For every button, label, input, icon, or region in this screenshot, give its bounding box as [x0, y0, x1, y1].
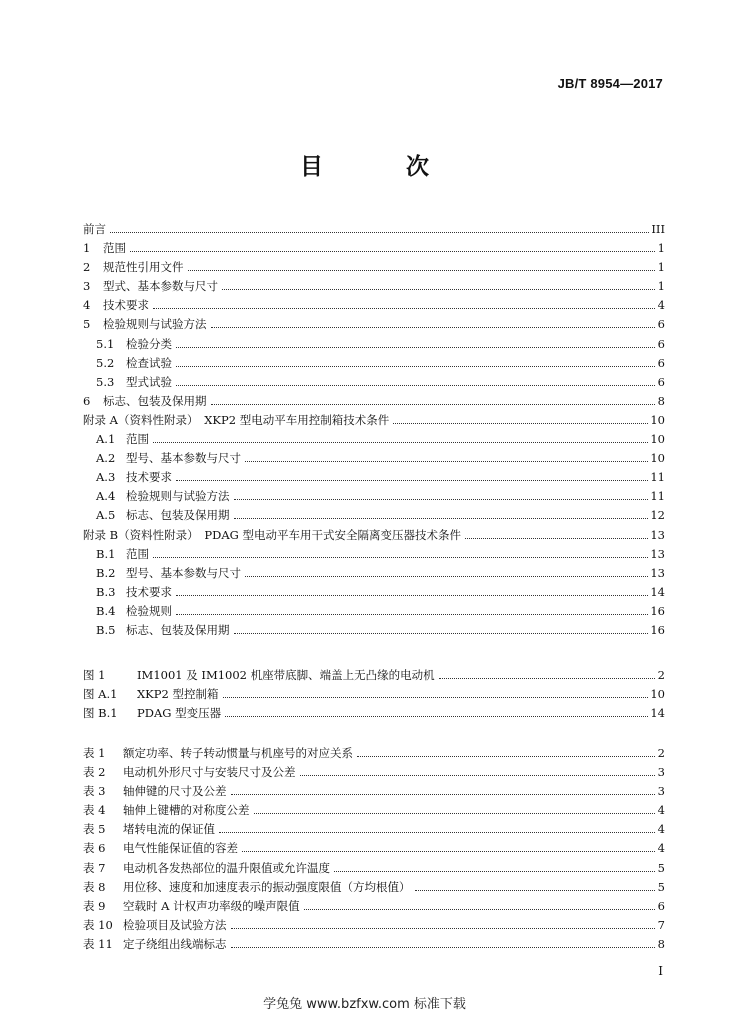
toc-entry-number: 5.3: [96, 374, 115, 389]
toc-leader-dots: [245, 557, 648, 577]
toc-entry-number: 图 1: [83, 668, 106, 682]
toc-entry-page: 11: [650, 470, 665, 485]
toc-entry-label: 检验规则与试验方法: [103, 317, 207, 332]
toc-entry-label: 前言: [83, 222, 106, 236]
toc-leader-dots: [211, 308, 656, 328]
toc-entry-label: 轴伸键的尺寸及公差: [123, 784, 227, 799]
toc-entry[interactable]: [83, 557, 665, 580]
toc-entry[interactable]: [83, 538, 665, 561]
toc-entry-label: 检查试验: [126, 355, 172, 370]
toc-entry-number: 表 8: [83, 879, 106, 894]
toc-entry-page: 5: [657, 879, 665, 894]
toc-entry-number: 5.2: [96, 355, 115, 370]
toc-entry-label: 范围: [126, 546, 149, 561]
toc-entry-number: 表 3: [83, 784, 106, 799]
toc-entry-page: 16: [650, 622, 665, 637]
toc-entry-number: 5: [83, 317, 91, 332]
toc-entry-number: B.2: [96, 565, 116, 580]
toc-entry-label: 轴伸上键槽的对称度公差: [123, 803, 250, 818]
toc-leader-dots: [465, 519, 648, 539]
toc-leader-dots: [334, 852, 655, 872]
toc-entry-page: 8: [657, 393, 665, 408]
toc-entry-page: 1: [657, 241, 665, 256]
toc-leader-dots: [176, 347, 655, 367]
toc-entry-label: 标志、包装及保用期: [126, 622, 230, 637]
toc-leader-dots: [110, 213, 649, 233]
toc-leader-dots: [439, 659, 655, 679]
toc-entry-page: 7: [657, 917, 665, 932]
toc-entry-page: 4: [657, 822, 665, 837]
toc-entry-number: A.1: [96, 432, 116, 447]
toc-entry-label: 型号、基本参数与尺寸: [126, 451, 241, 466]
toc-entry-number: 表 7: [83, 860, 106, 875]
toc-entry-label: 电动机各发热部位的温升限值或允许温度: [123, 860, 330, 875]
toc-leader-dots: [300, 756, 656, 776]
toc-entry-number: A.3: [96, 470, 116, 485]
toc-entry-page: 2: [657, 746, 665, 760]
toc-entry-page: 14: [650, 584, 665, 599]
toc-entry-label: 电动机外形尺寸与安装尺寸及公差: [123, 765, 296, 780]
toc-leader-dots: [153, 538, 648, 558]
toc-entry-page: 16: [650, 603, 665, 618]
toc-leader-dots: [234, 499, 649, 519]
toc-entry-label: 附录 A（资料性附录） XKP2 型电动平车用控制箱技术条件: [83, 412, 390, 427]
toc-leader-dots: [393, 404, 648, 424]
toc-entry-number: 表 5: [83, 822, 106, 837]
toc-entry-label: 检验规则: [126, 603, 172, 618]
toc-table-list: [83, 737, 665, 951]
toc-leader-dots: [176, 366, 655, 386]
toc-entry-label: 堵转电流的保证值: [123, 822, 215, 837]
toc-entry-page: 1: [657, 279, 665, 294]
toc-entry-label: 范围: [103, 241, 126, 256]
toc-entry-number: 表 6: [83, 841, 106, 856]
toc-entry-label: 范围: [126, 432, 149, 447]
toc-entry-page: 6: [657, 355, 665, 370]
toc-entry-label: 规范性引用文件: [103, 260, 184, 275]
toc-entry-page: 10: [650, 687, 665, 702]
toc-leader-dots: [176, 576, 648, 596]
toc-entry-page: 1: [657, 260, 665, 275]
toc-entry-page: 6: [657, 898, 665, 913]
footer-watermark: 学兔兔 www.bzfxw.com 标准下载: [263, 997, 466, 1012]
toc-leader-dots: [357, 737, 655, 757]
toc-entry[interactable]: [83, 289, 665, 313]
toc-entry-label: 电气性能保证值的容差: [123, 841, 238, 856]
toc-entry[interactable]: [83, 213, 665, 236]
toc-entry-number: 表 10: [83, 917, 113, 932]
toc-entry-page: 3: [657, 765, 665, 780]
toc-entry-page: 4: [657, 841, 665, 856]
toc-entry-number: 图 B.1: [83, 706, 118, 721]
toc-entry-number: B.5: [96, 622, 116, 637]
toc-leader-dots: [188, 251, 656, 271]
page-title: 目 次: [300, 154, 459, 180]
toc-leader-dots: [234, 480, 649, 500]
toc-entry-page: 13: [650, 527, 665, 542]
toc-entry-number: 6: [83, 393, 91, 408]
toc-entry-page: 4: [657, 803, 665, 818]
toc-entry-label: 型式试验: [126, 374, 172, 389]
toc-entry[interactable]: [83, 308, 665, 332]
toc-entry-number: 表 4: [83, 803, 106, 818]
toc-entry[interactable]: [83, 423, 665, 447]
toc-leader-dots: [231, 909, 656, 929]
toc-entry-page: 3: [657, 784, 665, 799]
toc-entry[interactable]: [83, 251, 665, 275]
toc-entry-page: 5: [657, 860, 665, 875]
toc-entry-page: 6: [657, 317, 665, 332]
toc-leader-dots: [254, 794, 656, 814]
toc-entry-number: 5.1: [96, 336, 115, 351]
toc-entry-page: 10: [650, 432, 665, 447]
toc-entry-page: 12: [650, 508, 665, 523]
toc-entry-page: 11: [650, 489, 665, 504]
toc-entry-label: 标志、包装及保用期: [126, 508, 230, 523]
toc-entry-label: 定子绕组出线端标志: [123, 936, 227, 951]
toc-entry-page: 13: [650, 565, 665, 580]
toc-leader-dots: [176, 328, 655, 348]
toc-leader-dots: [242, 832, 655, 852]
toc-entry-page: 10: [650, 451, 665, 466]
toc-figure-list: [83, 659, 665, 721]
standard-code: JB/T 8954—2017: [557, 76, 663, 91]
toc-entry-label: 技术要求: [103, 298, 149, 313]
toc-entry-number: B.4: [96, 603, 116, 618]
toc-entry-label: PDAG 型变压器: [137, 706, 222, 721]
toc-leader-dots: [231, 928, 656, 948]
toc-entry-label: 附录 B（资料性附录） PDAG 型电动平车用干式安全隔离变压器技术条件: [83, 527, 461, 542]
toc-leader-dots: [211, 385, 656, 405]
toc-entry-number: 表 11: [83, 936, 113, 951]
toc-entry-label: 型号、基本参数与尺寸: [126, 565, 241, 580]
toc-entry-label: 技术要求: [126, 584, 172, 599]
toc-entry-page: 2: [657, 668, 665, 682]
toc-entry-number: 表 2: [83, 765, 106, 780]
toc-leader-dots: [415, 871, 656, 891]
toc-leader-dots: [225, 697, 648, 717]
toc-entry-number: 图 A.1: [83, 687, 118, 702]
toc-entry[interactable]: [83, 737, 665, 760]
toc-leader-dots: [176, 461, 648, 481]
toc-leader-dots: [219, 813, 655, 833]
toc-entry-number: B.1: [96, 546, 116, 561]
toc-entry-page: 6: [657, 374, 665, 389]
toc-entry-number: 2: [83, 260, 91, 275]
toc-entry-number: A.2: [96, 451, 116, 466]
toc-entry[interactable]: [83, 442, 665, 466]
toc-entry-label: 检验规则与试验方法: [126, 489, 230, 504]
toc-leader-dots: [245, 442, 648, 462]
toc-entry-label: 型式、基本参数与尺寸: [103, 279, 218, 294]
toc-entry-label: 检验分类: [126, 336, 172, 351]
toc-entry-label: IM1001 及 IM1002 机座带底脚、端盖上无凸缘的电动机: [137, 668, 435, 682]
toc-entry-label: XKP2 型控制箱: [137, 687, 219, 702]
toc-entry-page: III: [651, 222, 665, 236]
toc-leader-dots: [223, 678, 649, 698]
toc-entry-page: 14: [650, 706, 665, 721]
toc-entry-page: 4: [657, 298, 665, 313]
toc-entry[interactable]: [83, 659, 665, 682]
toc-entry-number: A.4: [96, 489, 116, 504]
toc-entry-label: 额定功率、转子转动惯量与机座号的对应关系: [123, 746, 353, 760]
toc-entry-label: 用位移、速度和加速度表示的振动强度限值（方均根值）: [123, 879, 411, 894]
toc-main-list: [83, 213, 665, 637]
page-number: I: [658, 964, 663, 978]
toc-entry-page: 6: [657, 336, 665, 351]
toc-leader-dots: [153, 289, 655, 309]
toc-entry[interactable]: [83, 232, 665, 256]
toc-entry-label: 标志、包装及保用期: [103, 393, 207, 408]
toc-entry-page: 10: [650, 412, 665, 427]
toc-entry-number: 4: [83, 298, 91, 313]
toc-leader-dots: [231, 775, 656, 795]
toc-entry-page: 13: [650, 546, 665, 561]
toc-entry-page: 8: [657, 936, 665, 951]
toc-leader-dots: [130, 232, 655, 252]
toc-entry-label: 技术要求: [126, 470, 172, 485]
toc-leader-dots: [176, 595, 648, 615]
toc-leader-dots: [222, 270, 655, 290]
toc-entry-label: 检验项目及试验方法: [123, 917, 227, 932]
toc-entry-number: 表 1: [83, 746, 106, 760]
toc-leader-dots: [304, 890, 655, 910]
toc-entry-label: 空载时 A 计权声功率级的噪声限值: [123, 898, 300, 913]
toc-entry-number: 表 9: [83, 898, 106, 913]
toc-entry-number: B.3: [96, 584, 116, 599]
toc-leader-dots: [234, 614, 649, 634]
toc-leader-dots: [153, 423, 648, 443]
toc-entry-number: 1: [83, 241, 91, 256]
toc-entry-number: A.5: [96, 508, 116, 523]
toc-entry-number: 3: [83, 279, 91, 294]
